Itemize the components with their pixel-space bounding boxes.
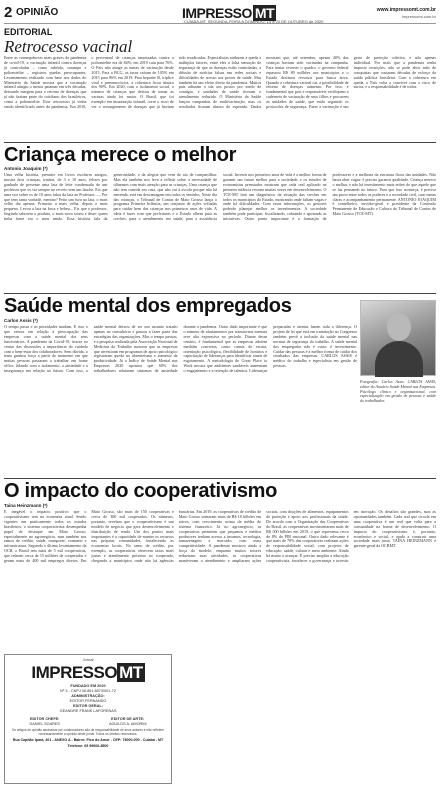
website-url: www.impressomt.com.br <box>376 7 436 13</box>
masthead-director-label: EDITOR GERAL: <box>73 704 103 708</box>
divider <box>4 478 436 479</box>
author-photo <box>360 300 436 376</box>
divider <box>4 142 436 143</box>
masthead-art-label: EDITOR DE ARTE: <box>111 717 145 721</box>
masthead-chief-name: DANIEL SOARES <box>29 722 60 726</box>
logo-main-text: IMPRESSO <box>182 5 252 21</box>
article2-body: O tempo passa e as prioridades mudam. E isso o que vemos em relação à preocupação das empresas com a saúde mental dos seus funcionários. A pandemia da Covid-19, trouxe ao centro das discussões a importância do cuidado com o bem-estar dos colaboradores. Sem dúvida, o tema ganhou força a partir do momento em que muitas pessoas passaram a trabalhar em home office, lidando com o isolamento, a ansiedade e a insegurança em relação ao futuro. Com isso, a saúde mental deixou de ser um assunto tratado apenas no consultório e passou a fazer parte das estratégias das organizações. Mas o tempo passou, e a pesquisa realizada pela Associação Nacional de Medicina do Trabalho mostrou que as empresas que investiram em programas de apoio psicológico registraram queda no absenteísmo e aumento da produtividade. Já o Índice de Saúde Mental nas Empresas 2020 apontou que 60% dos trabalhadores relataram sintomas de ansiedade durante a pandemia. Outro dado importante é que o número de afastamentos por transtornos mentais teve alta expressiva no período. Diante desse cenário, é fundamental que as empresas adotem medidas concretas, como canais de escuta, orientação psicológica, flexibilidade de horários e capacitação de lideranças para identificar sinais de esgotamento. A metodologia do Great Place to Work mostra que ambientes saudáveis aumentam o engajamento e a retenção de talentos. Lideranças preparadas e atentas fazem toda a diferença. O projeto de lei que está em tramitação no Congresso também prevê a inclusão da saúde mental nas normas de segurança do trabalho. A saúde mental dos empregados não é custo: é investimento. Cuidar das pessoas é a melhor forma de cuidar dos resultados das empresas. CARLOS ASSIS é médico do trabalho e especialista em gestão de pessoas. <box>4 325 357 374</box>
logo-mt-badge: MT <box>254 5 275 21</box>
editorial-body: Entre as consequências mais graves da pandemia de covid-19, a vacinação infantil contra doenças já controladas – como rubéola, sarampo e poliomielite – registrou quedas preocupantes. Levantamento realizado com base nos dados do Ministério da Saúde mostra que a vacinação infantil atingiu o menor patamar em três décadas, deixando margem para o retorno de doenças que já não faziam parte do cotidiano dos brasileiros, como a poliomielite. Esse retrocesso já vinha sendo identificado antes da pandemia. Em 2016, o percentual de crianças imunizadas contra a poliomielite era de 84%; em 2019 caiu para 76%. O País não atinge as metas de vacinação desde 2015. Para a BCG, as taxas caíram de 105% em 2015 para 86% em 2019. Para hepatite B, tríplice viral e pneumocócica, a cobertura ficou abaixo dos 90%. Em 2020, com o isolamento social, o número de crianças que deixou de tomar as vacinas ainda foi maior. O Brasil, que foi exemplo em imunização infantil, corre o risco de ver o ressurgimento de doenças que já haviam sido erradicadas. Especialistas atribuem a queda a múltiplos fatores, entre eles a falsa sensação de segurança de que as doenças estão controladas, a difusão de notícias falsas nas redes sociais e dificuldades de acesso aos postos de saúde. Mas também há um efeito direto da pandemia. Muitos pais adiaram a ida aos postos por medo de contágio, e unidades de saúde tiveram o atendimento reduzido. O Ministério da Saúde lançou campanhas de multivacinação, mas os resultados ficaram abaixo do esperado. Dados mostram que, até setembro, apenas 40% das crianças haviam sido vacinadas na campanha. Para tentar reverter o quadro, o governo federal repassou R$ 80 milhões aos municípios e o Estado destinou recursos para busca ativa. Quando a cobertura vacinal cai, a possibilidade de retorno de doenças aumenta. Por isso, é fundamental que pais e responsáveis verifiquem a caderneta de vacinação de seus filhos e procurem as unidades de saúde, que estão seguindo os protocolos de segurança. Fazer a vacinação é um gesto de proteção coletiva, e não apenas individual. Por mais que a pandemia tenha imposto restrições, não se pode abrir mão de conquistas que custaram décadas de esforço da saúde pública brasileira. Com a cobertura em queda, o País volta a conviver com o risco de surtos, e a responsabilidade é de todos. <box>4 56 436 110</box>
photo-caption: Fotografia: Carlos Assis. CARLOS ASSIS, editor do Anuário Saúde Mental nas Empresas. Psicólogo clínico e organizacional, com especialização em gestão de pessoas e saúde do trabalhador. <box>360 380 436 404</box>
divider <box>4 293 436 294</box>
article1-headline: Criança merece o melhor <box>4 144 237 166</box>
section-name: OPINIÃO <box>16 7 59 18</box>
masthead-registration: Nº 3 - CNPJ 08.861.857/0001-72 <box>60 689 116 693</box>
masthead-logo-main: IMPRESSO <box>31 663 118 682</box>
website-sub: impressomt.com.br <box>401 14 436 19</box>
page-number: 2 <box>4 4 13 21</box>
masthead-admin-name: EDITOR FERNANDO <box>69 699 107 703</box>
masthead-address: Rua Capitão Ipará, 401 - ANEXO A - Bairro: Pico do Amor - CEP: 78000-000 - Cuiabá - MT <box>12 738 164 742</box>
masthead-director-name: GEANDRE FRANK LAFORENAS <box>59 709 117 713</box>
editorial-label: EDITORIAL <box>4 27 53 37</box>
masthead-founded: FUNDADO EM 2020 <box>70 684 106 688</box>
masthead-logo-mt: MT <box>119 663 143 682</box>
page-header <box>4 4 436 24</box>
article3-headline: O impacto do cooperativismo <box>4 480 278 502</box>
article2-headline: Saúde mental dos empregados <box>4 295 292 317</box>
masthead-jornal: Jornal <box>82 657 94 662</box>
masthead-phone: Telefone: 65 99606-8500 <box>67 744 109 748</box>
masthead-chief-label: EDITOR CHEFE: <box>29 717 60 721</box>
editorial-title: Retrocesso vacinal <box>4 37 133 56</box>
article2-byline: Carlos Assis (*) <box>4 318 38 323</box>
article3-byline: Taina Heinzmann (*) <box>4 503 48 508</box>
article1-body: Uma velha história, presente em livros escolares antigos, mostra dois crianças, irmãos, de 3 e 10 anos, felizes por ganhado de presente uma lata de leite condensado de um professor que os via sempre no recreio sem um lanche. Eis que uma voz sobre os de 10 anos falou da lata ao Professor. — Por que tens tanta vontade, menino? Feito um furo na lata, o mais velho diz apenas: Primeiro a mais velha, depois o mais pequeno. Levou a lata na boca e bebeu... Eis que o professor, fingindo saborear o produto, o mais novo sorriu e disse: quem tinha fome era o meu irmão. Essa história fala da generosidade, e da alegria que vem do ato de compartilhar. Mas ela também nos leva a refletir sobre a necessidade de olharmos com mais atenção para as crianças. Uma criança que não tem comida em casa, que não vai à escola porque não há merenda, está em desvantagem em todos os sentidos. Neste dia das crianças, o Tribunal de Contas de Mato Grosso lança o programa Primeira Infância, um conjunto de ações voltadas para cuidar bem das crianças nos primeiros anos de vida. A ideia é fazer com que prefeituras e o Estado olhem para as creches, para o atendimento em saúde, para a assistência social. Investir nos primeiros anos de vida é a melhor forma de garantir um futuro melhor para a sociedade, e os estudos de economistas premiados mostram que cada real aplicado na primeira infância retorna muitas vezes em desenvolvimento. O TCE-MT fará um diagnóstico da situação das creches em todos os municípios do Estado, mostrando onde faltam vagas e onde há dificuldades. Com essas informações, os gestores poderão planejar melhor os investimentos. A sociedade também pode participar, fiscalizando, cobrando e apoiando as iniciativas. Outro ponto importante é a formação de professores e a melhoria da estrutura física das unidades. Não basta abrir vagas: é preciso garantir qualidade. Criança merece o melhor, e não há investimento mais nobre do que aquele que se faz pensando no futuro. Para que isso aconteça, é preciso um pacto entre todos os poderes e a sociedade civil, com metas claras e acompanhamento permanente. ANTONIO JOAQUIM é conselheiro, ouvidor-geral e presidente da Comissão Permanente de Educação e Cultura do Tribunal de Contas de Mato Grosso (TCE-MT). <box>4 173 436 222</box>
dateline: CUIABÁ-MT, SEGUNDA-FEIRA A DOMINGO, 14 a 20 DE OUTUBRO de 2020 <box>184 19 324 24</box>
masthead-logo <box>5 663 171 683</box>
masthead-disclaimer: Os artigos de opinião assinados por colaboradores são de responsabilidade de seus autores e não refletem necessariamente a opinião deste jornal. Todos os direitos reservados. <box>11 728 165 736</box>
article1-byline: Antonio Joaquim (*) <box>4 166 48 171</box>
article3-body: É inegável o impacto positivo que o cooperativismo tem na economia atual. Sendo vigentes em praticamente todos os estados brasileiros, o sistema cooperativista desempenha papel de destaque em Mato Grosso, especialmente no agronegócio, mas também nos ramos de crédito, saúde, transporte, consumo e infraestrutura. Segundo o último levantamento da OCB, o Brasil tem mais de 5 mil cooperativas, que reúnem cerca de 15 milhões de cooperados e geram mais de 400 mil empregos diretos. Em Mato Grosso, são mais de 150 cooperativas e cerca de 300 mil cooperados. Os números, portanto, revelam que o cooperativismo é um modelo de negócio que gera desenvolvimento e distribuição de renda. Um dos pontos mais importantes é a capacidade de manter os recursos nas próprias comunidades, fortalecendo as economias locais. No ramo de crédito, por exemplo, as cooperativas oferecem taxas mais justas e atendimento próximo ao cooperado, chegando a municípios onde não há agências bancárias. Em 2019, as cooperativas de crédito de Mato Grosso somaram mais de R$ 10 bilhões em ativos, com crescimento acima da média do sistema financeiro. Já no agronegócio, as cooperativas permitem que pequenos e médios produtores tenham acesso a insumos, tecnologia, armazenagem e mercado, com mais competitividade. A pandemia mostrou ainda a força do modelo: enquanto muitos setores reduziram suas atividades, as cooperativas mantiveram o atendimento e ampliaram ações sociais, com doações de alimentos, equipamentos de proteção e apoio aos profissionais da saúde. De acordo com a Organização das Cooperativas do Brasil, as cooperativas movimentaram mais de R$ 500 bilhões em 2019, o que representa cerca de 8% do PIB nacional. Outro dado relevante é que mais de 70% das cooperativas realizam ações de responsabilidade social, com projetos de educação, saúde, cultura e meio ambiente. Ainda há muito a avançar. É preciso ampliar a educação cooperativista, fortalecer a governança e investir em inovação. Os desafios são grandes, mas as oportunidades também. Cada real que circula em uma cooperativa é um real que volta para a comunidade na forma de desenvolvimento. O impacto do cooperativismo é, portanto, econômico e social, e ajuda a construir uma sociedade mais justa. TAÍNA HEINZMANN é gerente-geral da OCBMT. <box>4 510 436 564</box>
masthead-art-name: AGUILDS A. AMORIM <box>108 722 147 726</box>
masthead <box>4 654 172 784</box>
masthead-admin-label: ADMINISTRAÇÃO: <box>71 694 105 698</box>
